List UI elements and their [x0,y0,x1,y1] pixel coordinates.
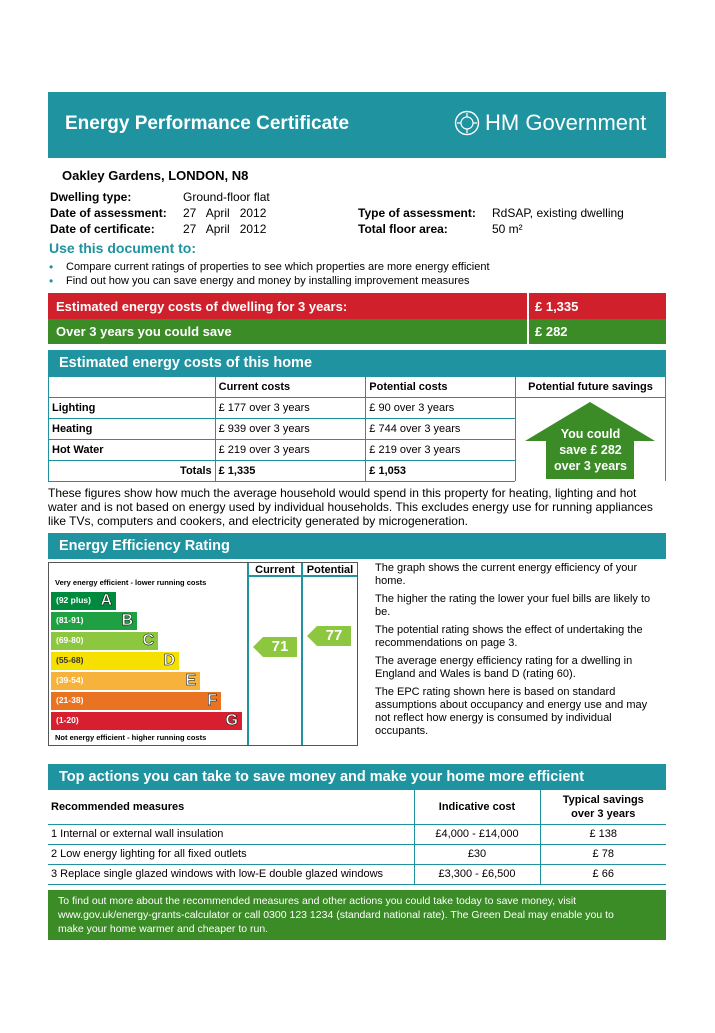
address: Oakley Gardens, LONDON, N8 [62,168,249,183]
dwelling-type-value: Ground-floor flat [183,190,270,204]
divider [527,319,529,344]
footer-line: make your home warmer and cheaper to run. [58,923,269,935]
row-potential: £ 90 over 3 years [366,398,516,419]
costs-note: These figures show how much the average household would spend in this property for heating, lighting and hot water and is not based on energy used by individual households. This excludes energy use for running appliances like TVs, computers and cookers, and electricity generated by microgeneration. [48,486,653,528]
rating-band-range: (21-38) [56,695,84,705]
rating-band-range: (81-91) [56,615,84,625]
rating-col-potential: Potential [306,564,354,576]
totals-label: Totals [49,461,216,482]
rating-band-letter: D [163,652,175,669]
measure-saving: £ 66 [540,864,666,884]
costs-col-current: Current costs [215,377,366,398]
footer-line: To find out more about the recommended measures and other actions you could take today to save money, visit [58,895,577,907]
rating-band-e [51,672,200,690]
rating-paragraph: The graph shows the current energy efficiency of your home. [375,562,638,587]
row-label: Heating [49,419,216,440]
rating-band-f [51,692,221,710]
total-current: £ 1,335 [215,461,366,482]
rating-band-g [51,712,242,730]
rating-band-letter: B [121,612,133,629]
rating-band-range: (69-80) [56,635,84,645]
actions-table [48,790,666,885]
rating-bottom-caption: Not energy efficient - higher running costs [55,733,207,742]
footer-line: www.gov.uk/energy-grants-calculator or call 0300 123 1234 (standard national rate). The Green Deal may enable you to [58,909,614,921]
costs-col-empty [49,377,216,398]
actions-col-savings-1: Typical savings [562,793,644,806]
assessment-type-label: Type of assessment: [358,206,476,220]
bullet-icon: • [49,274,54,288]
row-current: £ 219 over 3 years [215,440,366,461]
actions-col-cost [414,790,540,824]
table-row [48,864,666,884]
divider [527,293,529,319]
current-rating-indicator [253,637,297,657]
potential-rating-indicator [307,626,351,646]
actions-heading: Top actions you can take to save money and make your home more efficient [48,764,666,790]
savings-arrow-line2: save £ 282 [559,443,622,457]
rating-band-letter: G [225,712,238,729]
use-doc-heading: Use this document to: [49,240,197,256]
row-current: £ 939 over 3 years [215,419,366,440]
saving-summary-value: £ 282 [535,324,568,339]
assessment-type-value: RdSAP, existing dwelling [492,206,624,220]
floor-area-value: 50 m² [492,222,523,236]
rating-band-range: (92 plus) [56,595,91,605]
row-label: Hot Water [49,440,216,461]
measure: 1 Internal or external wall insulation [48,824,414,844]
rating-band-range: (1-20) [56,715,79,725]
rating-band-letter: F [207,692,217,709]
savings-arrow-line3: over 3 years [554,459,627,473]
saving-summary-bar [48,319,666,344]
total-potential: £ 1,053 [366,461,516,482]
actions-col-measures: Recommended measures [48,790,414,824]
page-title: Energy Performance Certificate [65,113,350,134]
brand-name: HM Government [485,110,647,135]
actions-col-savings [540,790,666,824]
measure-saving: £ 78 [540,844,666,864]
costs-col-savings: Potential future savings [515,377,665,398]
floor-area-label: Total floor area: [358,222,448,236]
row-label: Lighting [49,398,216,419]
rating-band-letter: C [142,632,154,649]
measure: 3 Replace single glazed windows with low-E double glazed windows [48,864,414,884]
measure: 2 Low energy lighting for all fixed outlets [48,844,414,864]
potential-rating-value: 77 [325,627,343,644]
actions-col-savings-2: over 3 years [571,807,636,820]
actions-col-cost-label: Indicative cost [438,800,516,813]
measure-cost: £30 [414,844,540,864]
table-row [48,824,666,844]
footer-box [48,890,666,940]
measure-cost: £4,000 - £14,000 [414,824,540,844]
rating-band-range: (55-68) [56,655,84,665]
dwelling-type-label: Dwelling type: [50,190,132,204]
row-potential: £ 744 over 3 years [366,419,516,440]
rating-band-letter: E [185,672,196,689]
rating-top-caption: Very energy efficient - lower running costs [55,578,207,587]
cost-summary-value: £ 1,335 [535,299,579,314]
current-rating-value: 71 [271,638,289,655]
assessment-date-value: 27 April 2012 [183,206,267,220]
rating-band-a [51,592,116,610]
certificate-date-value: 27 April 2012 [183,222,267,236]
rating-heading: Energy Efficiency Rating [48,533,666,559]
column-divider [301,563,303,745]
costs-table [48,376,666,482]
certificate-date-label: Date of certificate: [50,222,155,236]
rating-band-c [51,632,158,650]
bullet-icon: • [49,260,54,274]
rating-paragraph: The average energy efficiency rating for a dwelling in England and Wales is band D (rating 60). [375,655,633,680]
rating-band-range: (39-54) [56,675,84,685]
use-doc-bullet: Compare current ratings of properties to see which properties are more energy efficient [66,261,490,273]
rating-paragraph: The higher the rating the lower your fuel bills are likely to be. [375,593,651,618]
savings-arrow-cell [515,398,665,482]
saving-summary-label: Over 3 years you could save [56,324,232,339]
rating-chart [48,562,358,746]
table-row [49,398,666,419]
costs-col-potential: Potential costs [366,377,516,398]
row-current: £ 177 over 3 years [215,398,366,419]
row-potential: £ 219 over 3 years [366,440,516,461]
crest-icon [454,110,480,136]
rating-paragraph: The potential rating shows the effect of undertaking the recommendations on page 3. [375,624,643,649]
rating-band-d [51,652,179,670]
rating-paragraph: The EPC rating shown here is based on standard assumptions about occupancy and energy use and may not reflect how energy is consumed by individual occupants. [375,686,648,737]
assessment-date-label: Date of assessment: [50,206,167,220]
measure-saving: £ 138 [540,824,666,844]
rating-bands [49,592,249,732]
rating-band-letter: A [100,592,112,609]
rating-col-current: Current [255,564,295,576]
use-doc-bullet: Find out how you can save energy and money by installing improvement measures [66,275,470,287]
measure-cost: £3,300 - £6,500 [414,864,540,884]
rating-explanation [375,562,665,738]
rating-band-b [51,612,137,630]
table-row [48,844,666,864]
header-banner [48,92,666,158]
costs-heading: Estimated energy costs of this home [48,350,666,376]
cost-summary-bar [48,293,666,319]
savings-arrow-line1: You could [560,427,621,441]
cost-summary-label: Estimated energy costs of dwelling for 3 years: [56,299,348,314]
